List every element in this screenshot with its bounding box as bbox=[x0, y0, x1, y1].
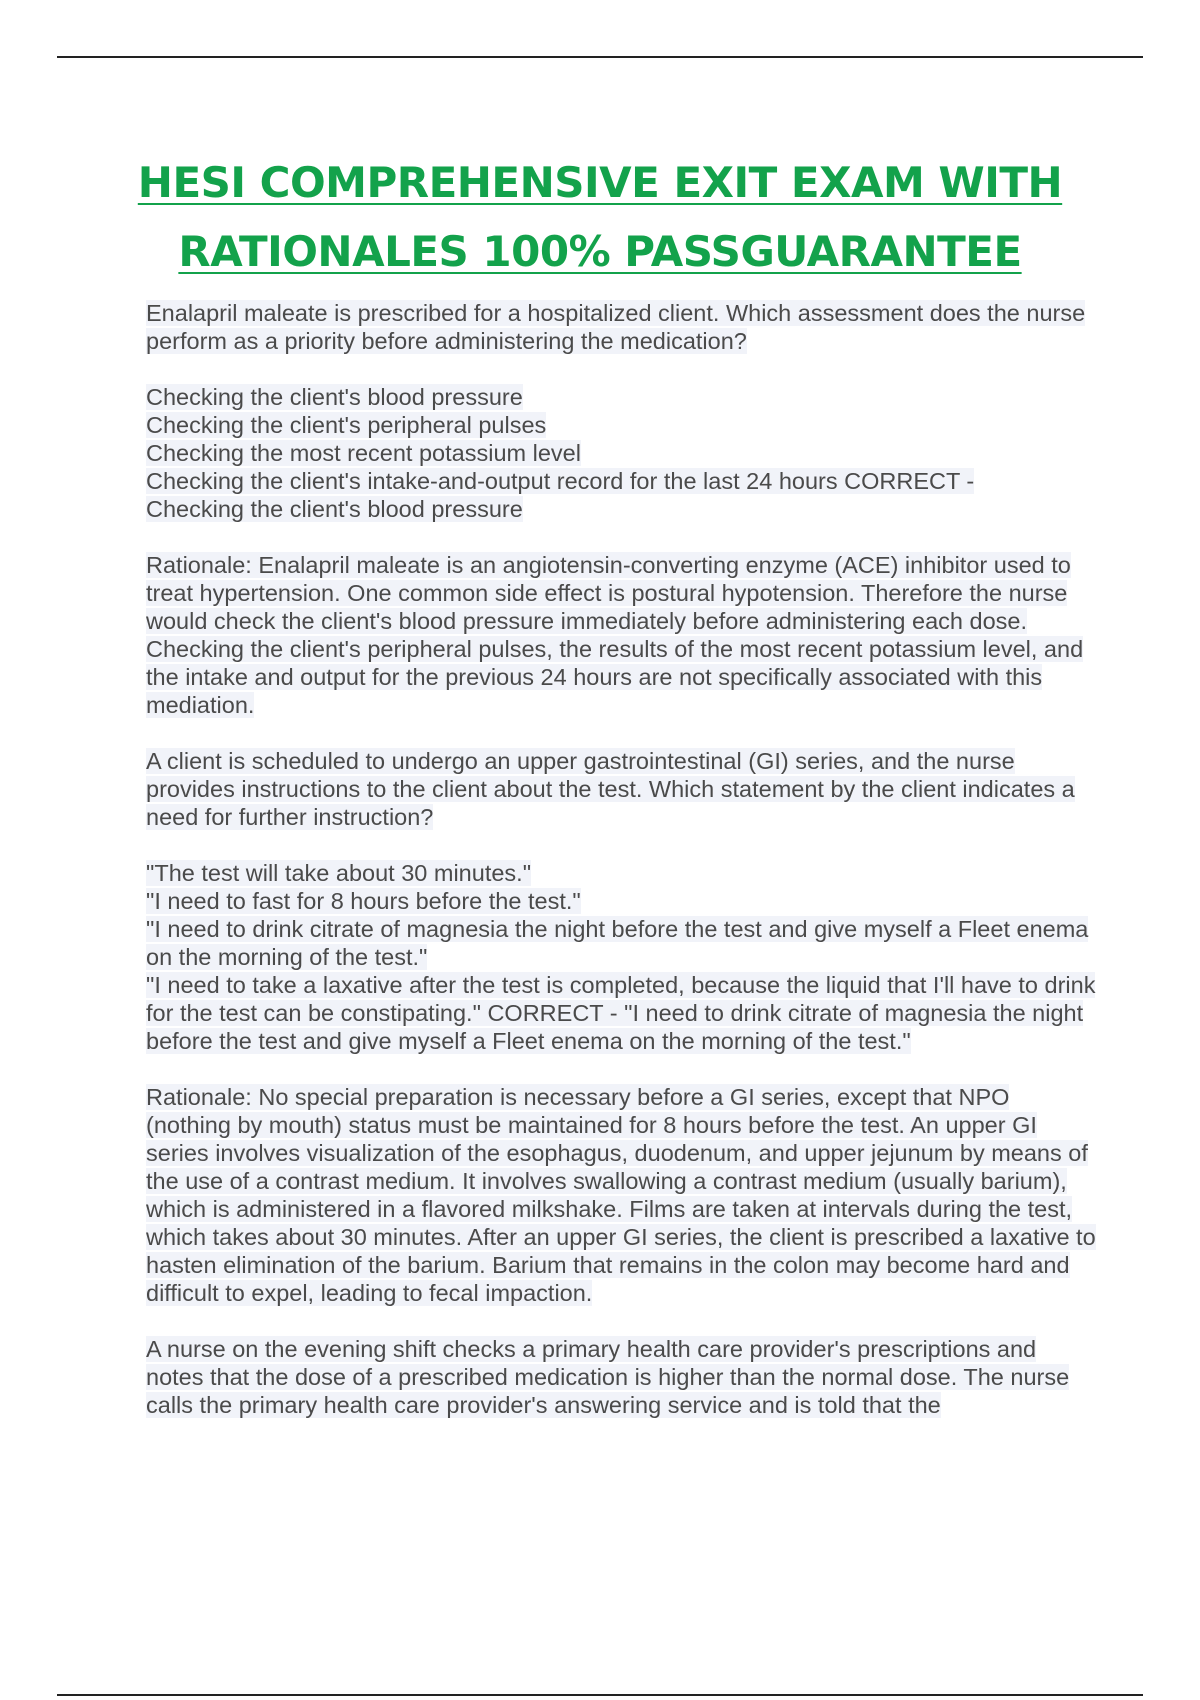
correct-answer: Checking the client's blood pressure bbox=[146, 496, 523, 522]
option-item: "The test will take about 30 minutes." bbox=[146, 860, 532, 886]
option-item: Checking the client's peripheral pulses bbox=[146, 412, 547, 438]
question-1-options bbox=[146, 383, 1096, 523]
option-item: Checking the client's blood pressure bbox=[146, 384, 523, 410]
question-2-text: A client is scheduled to undergo an upper gastrointestinal (GI) series, and the nurse provides instructions to the client about the test. Which statement by the client indicates a need for further instruction? bbox=[146, 748, 1075, 830]
page-title bbox=[60, 148, 1140, 286]
title-line-2: RATIONALES 100% PASSGUARANTEE bbox=[178, 227, 1022, 276]
option-item: "I need to fast for 8 hours before the test." bbox=[146, 888, 581, 914]
option-item: "I need to take a laxative after the test is completed, because the liquid that I'll have to drink for the test can be constipating." CORRECT - "I need to drink citrate of magnesia the night before the test and give myself a Fleet enema on the morning of the test." bbox=[146, 972, 1096, 1054]
question-3-text: A nurse on the evening shift checks a primary health care provider's prescriptions and notes that the dose of a prescribed medication is higher than the normal dose. The nurse calls the primary health care provider's answering service and is told that the bbox=[146, 1336, 1070, 1418]
document-body bbox=[146, 299, 1096, 1447]
question-2-options bbox=[146, 859, 1096, 1055]
rationale-2-text: Rationale: No special preparation is necessary before a GI series, except that NPO (nothing by mouth) status must be maintained for 8 hours before the test. An upper GI series involves visualization of the esophagus, duodenum, and upper jejunum by means of the use of a contrast medium. It involves swallowing a contrast medium (usually barium), which is administered in a flavored milkshake. Films are taken at intervals during the test, which takes about 30 minutes. After an upper GI series, the client is prescribed a laxative to hasten elimination of the barium. Barium that remains in the colon may become hard and difficult to expel, leading to fecal impaction. bbox=[146, 1084, 1096, 1306]
rationale-1 bbox=[146, 551, 1096, 719]
option-item: "I need to drink citrate of magnesia the night before the test and give myself a Fleet enema on the morning of the test." bbox=[146, 916, 1089, 970]
bottom-rule bbox=[57, 1694, 1143, 1696]
rationale-2 bbox=[146, 1083, 1096, 1307]
question-1-text: Enalapril maleate is prescribed for a hospitalized client. Which assessment does the nurse perform as a priority before administering the medication? bbox=[146, 300, 1086, 354]
option-item: Checking the client's intake-and-output record for the last 24 hours CORRECT - bbox=[146, 468, 975, 494]
question-2 bbox=[146, 747, 1096, 831]
rationale-1-text: Rationale: Enalapril maleate is an angiotensin-converting enzyme (ACE) inhibitor used to treat hypertension. One common side effect is postural hypotension. Therefore the nurse would check the client's blood pressure immediately before administering each dose. Checking the client's peripheral pulses, the results of the most recent potassium level, and the intake and output for the previous 24 hours are not specifically associated with this mediation. bbox=[146, 552, 1084, 718]
question-3 bbox=[146, 1335, 1096, 1419]
title-line-1: HESI COMPREHENSIVE EXIT EXAM WITH bbox=[137, 158, 1063, 207]
top-rule bbox=[57, 56, 1143, 58]
question-1 bbox=[146, 299, 1096, 355]
option-item: Checking the most recent potassium level bbox=[146, 440, 581, 466]
